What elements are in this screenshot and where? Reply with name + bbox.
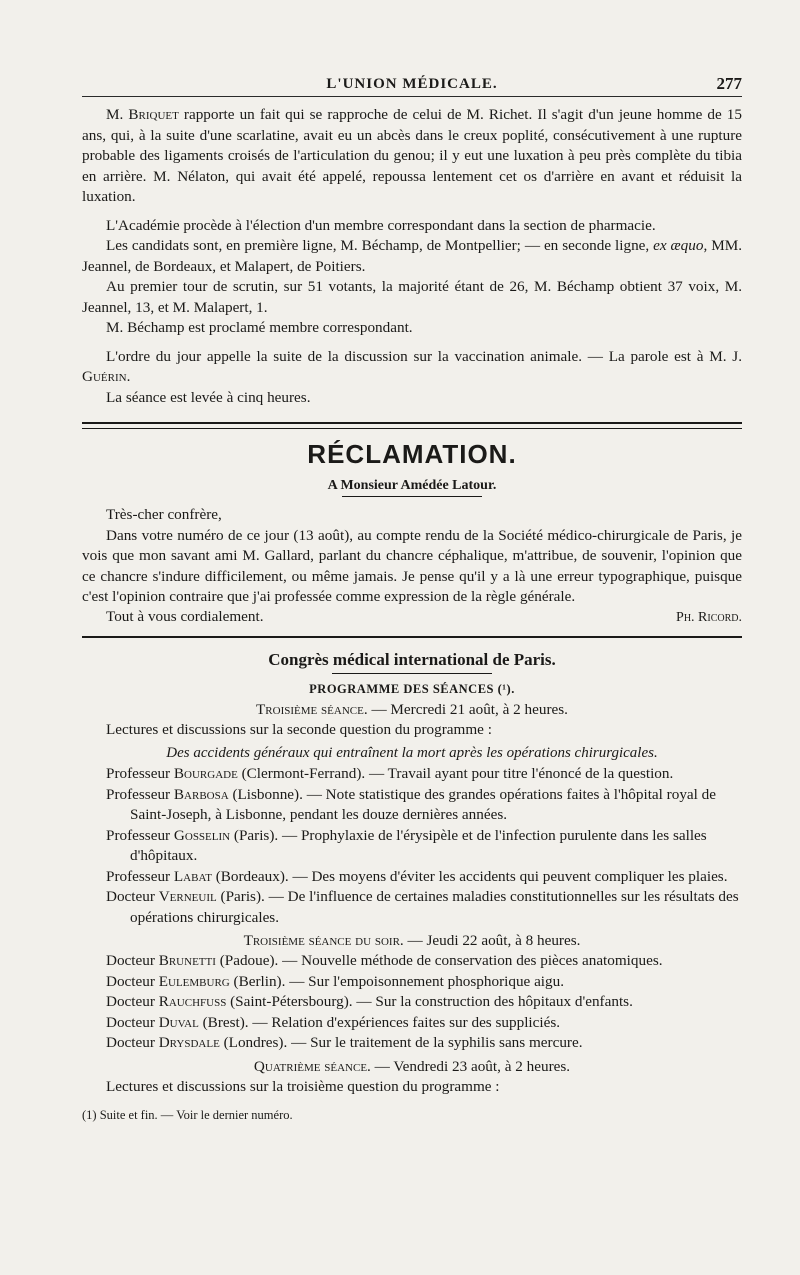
session-4-date: — Vendredi 23 août, à 2 heures. [370, 1057, 571, 1075]
speaker-name: Brunetti [158, 952, 216, 969]
evening-session-label: Troisième séance du soir. [243, 932, 404, 949]
addressee-text: A Monsieur Amédée Latour. [327, 478, 497, 493]
program-item [106, 826, 742, 867]
letter-body: Dans votre numéro de ce jour (13 août), au compte rendu de la Société médico-chirurgicale de Paris, je vois que mon savant ami M. Gallard, parlant du chancre céphalique, m'attribue, de souvenir, l'opinion que ce chancre s'indure difficilement, ou même jamais. Je pense qu'il y a là une erreur typographique, puisque c'est l'opinion contraire que j'ai professée comme expression de la règle générale. [82, 526, 742, 605]
speaker-name: Barbosa [173, 785, 229, 803]
candidates-paragraph [82, 236, 742, 277]
addressee-rule [342, 496, 482, 497]
vote-paragraph: Au premier tour de scrutin, sur 51 votants, la majorité étant de 26, M. Béchamp obtient 37 voix, M. Jeannel, 13, et M. Malapert, 1. [82, 278, 742, 316]
running-title: L'UNION MÉDICALE. [326, 76, 498, 92]
session-3-heading [82, 699, 742, 720]
speaker-title: Docteur [106, 888, 155, 905]
session-3-label: Troisième séance. [256, 700, 368, 718]
briquet-paragraph [82, 105, 742, 208]
letter-signature: Ph. Ricord. [676, 609, 742, 625]
speaker-name: M. Briquet [106, 106, 179, 123]
session-4-intro: Lectures et discussions sur la troisième question du programme : [106, 1077, 500, 1095]
speaker-title: Professeur [106, 785, 171, 803]
page-header [82, 62, 742, 97]
election-paragraph: L'Académie procède à l'élection d'un membre correspondant dans la section de pharmacie. [106, 216, 656, 234]
evening-session-items [82, 951, 742, 1054]
page-number: 277 [716, 74, 742, 93]
congress-title [82, 650, 742, 674]
program-item [106, 992, 742, 1013]
ex-aequo: ex æquo [653, 237, 704, 254]
speaker-name: Eulemburg [158, 972, 230, 990]
speaker-name: Duval [158, 1013, 199, 1031]
program-item [106, 887, 742, 928]
presentation-text: (Berlin). — Sur l'empoisonnement phosphorique aigu. [229, 972, 565, 990]
letter-closing: Tout à vous cordialement. [106, 607, 264, 625]
evening-session-date: — Jeudi 22 août, à 8 heures. [403, 932, 581, 949]
presentation-text: (Clermont-Ferrand). — Travail ayant pour titre l'énoncé de la question. [237, 765, 674, 782]
agenda-text: L'ordre du jour appelle la suite de la discussion sur la vaccination animale. — La parole est à [106, 347, 710, 365]
addressee [82, 478, 742, 497]
speaker-title: Docteur [106, 993, 155, 1010]
section-divider-2 [82, 636, 742, 638]
speaker-title: Docteur [106, 972, 155, 990]
presentation-text: (Paris). — Prophylaxie de l'érysipèle et de l'infection purulente dans les salles d'hôpitaux. [130, 826, 707, 864]
presentation-text: (Saint-Pétersbourg). — Sur la construction des hôpitaux d'enfants. [226, 993, 633, 1010]
speaker-name: Verneuil [158, 888, 217, 905]
session-3-question: Des accidents généraux qui entraînent la mort après les opérations chirurgicales. [166, 745, 658, 761]
program-item [106, 785, 742, 826]
program-item [106, 951, 742, 972]
agenda-speaker: M. J. Guérin. [82, 347, 742, 385]
result-paragraph: M. Béchamp est proclamé membre correspondant. [106, 319, 413, 336]
agenda-paragraph [82, 347, 742, 388]
speaker-name: Gosselin [173, 826, 231, 844]
speaker-title: Docteur [106, 1013, 155, 1031]
program-title: PROGRAMME DES SÉANCES (¹). [309, 681, 515, 696]
presentation-text: (Lisbonne). — Note statistique des grandes opérations faites à l'hôpital royal de Saint-Joseph, à Lisbonne, pendant les douze dernières années. [130, 785, 717, 823]
salutation: Très-cher confrère, [106, 506, 222, 523]
program-item [106, 1033, 742, 1054]
session-4-heading [82, 1056, 742, 1077]
session-3-items [82, 764, 742, 928]
session-3-intro: Lectures et discussions sur la seconde question du programme : [106, 720, 492, 738]
speaker-title: Docteur [106, 952, 155, 969]
speaker-name: Bourgade [173, 765, 238, 782]
speaker-title: Professeur [106, 826, 171, 844]
speaker-name: Labat [173, 867, 212, 885]
session-4-label: Quatrième séance. [253, 1057, 371, 1075]
presentation-text: (Brest). — Relation d'expériences faites sur des suppliciés. [198, 1013, 561, 1031]
speaker-name: Drysdale [158, 1034, 220, 1051]
presentation-text: (Bordeaux). — Des moyens d'éviter les accidents qui peuvent compliquer les plaies. [211, 867, 728, 885]
program-item [106, 764, 742, 785]
speaker-title: Docteur [106, 1034, 155, 1051]
program-item [106, 972, 742, 993]
presentation-text: (Paris). — De l'influence de certaines maladies constitutionnelles sur les résultats des opérations chirurgicales. [130, 888, 739, 926]
congress-rule [332, 673, 492, 674]
program-item [106, 867, 742, 888]
evening-session-heading [82, 930, 742, 951]
session-3-date: — Mercredi 21 août, à 2 heures. [367, 700, 568, 718]
congress-title-text: Congrès médical international de Paris. [268, 649, 556, 669]
candidates-text-end: , MM. Jeannel, de Bordeaux, et Malapert, de Poitiers. [82, 237, 742, 275]
footnote: (1) Suite et fin. — Voir le dernier numéro. [82, 1108, 293, 1122]
reclamation-title: RÉCLAMATION. [307, 439, 517, 469]
speaker-name: Rauchfuss [158, 993, 227, 1010]
section-divider [82, 422, 742, 429]
closing-paragraph: La séance est levée à cinq heures. [106, 388, 311, 406]
presentation-text: (Padoue). — Nouvelle méthode de conservation des pièces anatomiques. [215, 952, 663, 969]
presentation-text: (Londres). — Sur le traitement de la syphilis sans mercure. [219, 1034, 583, 1051]
letter-signoff [82, 608, 742, 626]
speaker-title: Professeur [106, 867, 171, 885]
candidates-text: Les candidats sont, en première ligne, M. Béchamp, de Montpellier; — en seconde ligne, [106, 237, 654, 254]
speaker-title: Professeur [106, 765, 171, 782]
program-item [106, 1013, 742, 1034]
briquet-text: rapporte un fait qui se rapproche de celui de M. Richet. Il s'agit d'un jeune homme de 15 ans, qui, à la suite d'une scarlatine, avait eu un abcès dans le creux poplité, consécutivement à une rupture probable des ligaments croisés de l'articulation du genou; il y eut une luxation à peu près complète du tibia en arrière. M. Nélaton, qui avait été appelé, repoussa lentement cet os d'arrière en avant et réduisit la luxation. [82, 106, 742, 205]
